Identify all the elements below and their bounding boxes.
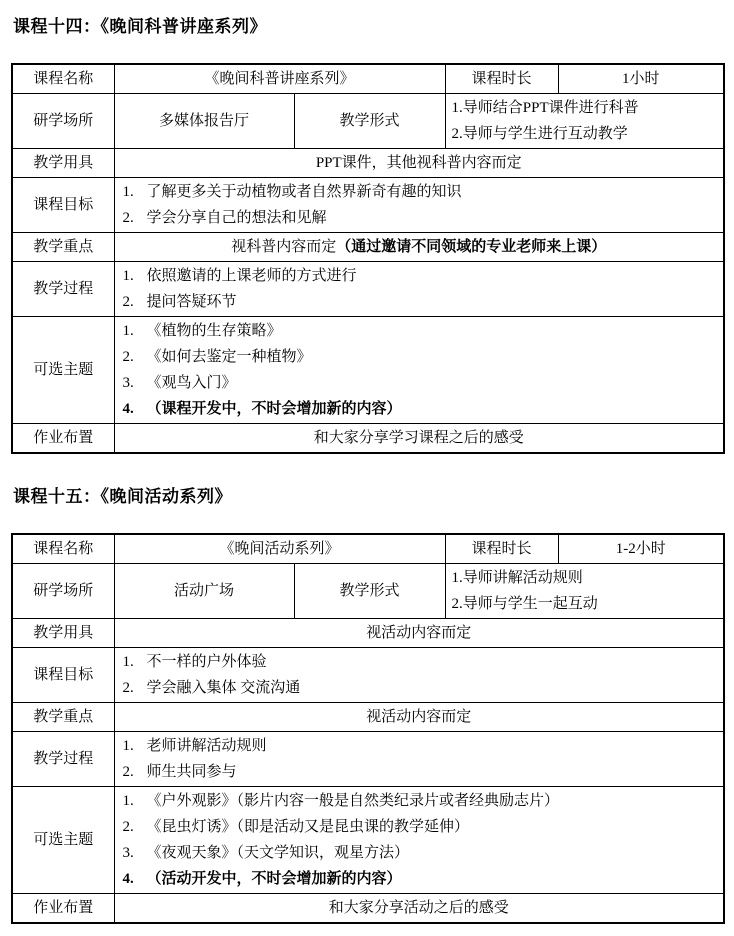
- list-item: [121, 675, 718, 701]
- topics-label: 可选主题: [12, 787, 114, 894]
- venue-value: 多媒体报告厅: [114, 94, 294, 149]
- table-row-process: [12, 732, 724, 787]
- list-text: 学会融入集体 交流沟通: [146, 680, 301, 696]
- table-row-course-name: [12, 64, 724, 94]
- duration-label: 课程时长: [445, 64, 558, 94]
- duration-value: 1-2小时: [558, 534, 724, 564]
- list-text: 师生共同参与: [146, 764, 237, 780]
- list-item: [121, 759, 718, 785]
- table-row-objectives: [12, 648, 724, 703]
- list-text: 学会分享自己的想法和见解: [146, 210, 327, 226]
- homework-label: 作业布置: [12, 894, 114, 924]
- list-number: 3.: [122, 375, 134, 391]
- table-row-homework: [12, 894, 724, 924]
- list-number: 2.: [122, 680, 134, 696]
- list-text: 《如何去鉴定一种植物》: [146, 349, 312, 365]
- list-text: 《户外观影》（影片内容一般是自然类纪录片或者经典励志片）: [146, 793, 560, 809]
- objectives-value: [114, 648, 724, 703]
- list-text: 依照邀请的上课老师的方式进行: [146, 268, 357, 284]
- list-number: 1.: [122, 793, 134, 809]
- course-name-label: 课程名称: [12, 64, 114, 94]
- list-item: [121, 788, 718, 814]
- course-name-value: 《晚间科普讲座系列》: [114, 64, 445, 94]
- list-text: 《植物的生存策略》: [146, 323, 282, 339]
- list-item: [121, 289, 718, 315]
- section-heading-course-15: 课程十五：《晚间活动系列》: [13, 487, 232, 506]
- key-points-value: [114, 233, 724, 262]
- table-row-topics: [12, 317, 724, 424]
- list-text: 提问答疑环节: [146, 294, 237, 310]
- table-row-venue-form: [12, 94, 724, 149]
- table-row-tools: [12, 149, 724, 178]
- table-row-objectives: [12, 178, 724, 233]
- course-name-label: 课程名称: [12, 534, 114, 564]
- venue-value: 活动广场: [114, 564, 294, 619]
- objectives-label: 课程目标: [12, 648, 114, 703]
- list-number: 4.: [122, 401, 134, 417]
- list-number: 1.: [122, 268, 134, 284]
- spacer: [11, 37, 723, 63]
- list-number: 1.: [122, 738, 134, 754]
- key-points-text: 视活动内容而定: [366, 709, 472, 725]
- process-value: [114, 262, 724, 317]
- tools-value: PPT课件，其他视科普内容而定: [114, 149, 724, 178]
- key-points-label: 教学重点: [12, 703, 114, 732]
- list-text: 《昆虫灯诱》（即是活动又是昆虫课的教学延伸）: [146, 819, 470, 835]
- table-row-topics: [12, 787, 724, 894]
- section-heading-course-14: 课程十四：《晚间科普讲座系列》: [13, 17, 267, 36]
- key-points-value: [114, 703, 724, 732]
- list-item: [121, 814, 718, 840]
- list-number: 3.: [122, 845, 134, 861]
- list-number: 1.: [122, 184, 134, 200]
- list-number: 1.: [122, 323, 134, 339]
- table-row-process: [12, 262, 724, 317]
- topics-label: 可选主题: [12, 317, 114, 424]
- objectives-value: [114, 178, 724, 233]
- list-item: [121, 396, 718, 422]
- list-number: 4.: [122, 871, 134, 887]
- topics-value: [114, 787, 724, 894]
- list-number: 2.: [122, 819, 134, 835]
- table-row-homework: [12, 424, 724, 454]
- course-table-15: [11, 533, 725, 924]
- list-number: 2.: [122, 764, 134, 780]
- topics-value: [114, 317, 724, 424]
- process-value: [114, 732, 724, 787]
- list-item: [121, 263, 718, 289]
- list-number: 2.: [122, 210, 134, 226]
- list-item: [121, 866, 718, 892]
- list-text: 《夜观天象》（天文学知识，观星方法）: [146, 845, 410, 861]
- tools-value: 视活动内容而定: [114, 619, 724, 648]
- process-label: 教学过程: [12, 732, 114, 787]
- list-item: [121, 205, 718, 231]
- duration-value: 1小时: [558, 64, 724, 94]
- teaching-form-item: 1.导师结合PPT课件进行科普: [451, 100, 639, 116]
- list-item: [121, 318, 718, 344]
- list-number: 1.: [122, 654, 134, 670]
- venue-label: 研学场所: [12, 564, 114, 619]
- teaching-form-label: 教学形式: [294, 564, 445, 619]
- teaching-form-label: 教学形式: [294, 94, 445, 149]
- spacer: [11, 507, 723, 533]
- homework-value: 和大家分享活动之后的感受: [114, 894, 724, 924]
- table-row-key-points: [12, 703, 724, 732]
- course-name-value: 《晚间活动系列》: [114, 534, 445, 564]
- homework-label: 作业布置: [12, 424, 114, 454]
- list-item: [121, 179, 718, 205]
- list-text: 了解更多关于动植物或者自然界新奇有趣的知识: [146, 184, 462, 200]
- table-row-course-name: [12, 534, 724, 564]
- list-item: [121, 840, 718, 866]
- spacer: [11, 454, 723, 478]
- list-item: [121, 649, 718, 675]
- list-item: [121, 344, 718, 370]
- list-item: [121, 370, 718, 396]
- list-number: 2.: [122, 349, 134, 365]
- table-row-key-points: [12, 233, 724, 262]
- key-points-text-bold: （通过邀请不同领域的专业老师来上课）: [336, 239, 607, 255]
- list-item: [121, 733, 718, 759]
- tools-label: 教学用具: [12, 619, 114, 648]
- teaching-form-item: 1.导师讲解活动规则: [451, 570, 583, 586]
- list-text: （课程开发中，不时会增加新的内容）: [146, 401, 402, 417]
- teaching-form-value: [445, 94, 724, 149]
- table-row-venue-form: [12, 564, 724, 619]
- process-label: 教学过程: [12, 262, 114, 317]
- list-text: 老师讲解活动规则: [146, 738, 267, 754]
- key-points-text: 视科普内容而定: [231, 239, 337, 255]
- homework-value: 和大家分享学习课程之后的感受: [114, 424, 724, 454]
- venue-label: 研学场所: [12, 94, 114, 149]
- teaching-form-item: 2.导师与学生进行互动教学: [451, 126, 628, 142]
- table-row-tools: [12, 619, 724, 648]
- duration-label: 课程时长: [445, 534, 558, 564]
- list-text: 不一样的户外体验: [146, 654, 267, 670]
- objectives-label: 课程目标: [12, 178, 114, 233]
- course-table-14: [11, 63, 725, 454]
- list-text: 《观鸟入门》: [146, 375, 237, 391]
- list-number: 2.: [122, 294, 134, 310]
- teaching-form-item: 2.导师与学生一起互动: [451, 596, 598, 612]
- teaching-form-value: [445, 564, 724, 619]
- key-points-label: 教学重点: [12, 233, 114, 262]
- tools-label: 教学用具: [12, 149, 114, 178]
- list-text: （活动开发中，不时会增加新的内容）: [146, 871, 402, 887]
